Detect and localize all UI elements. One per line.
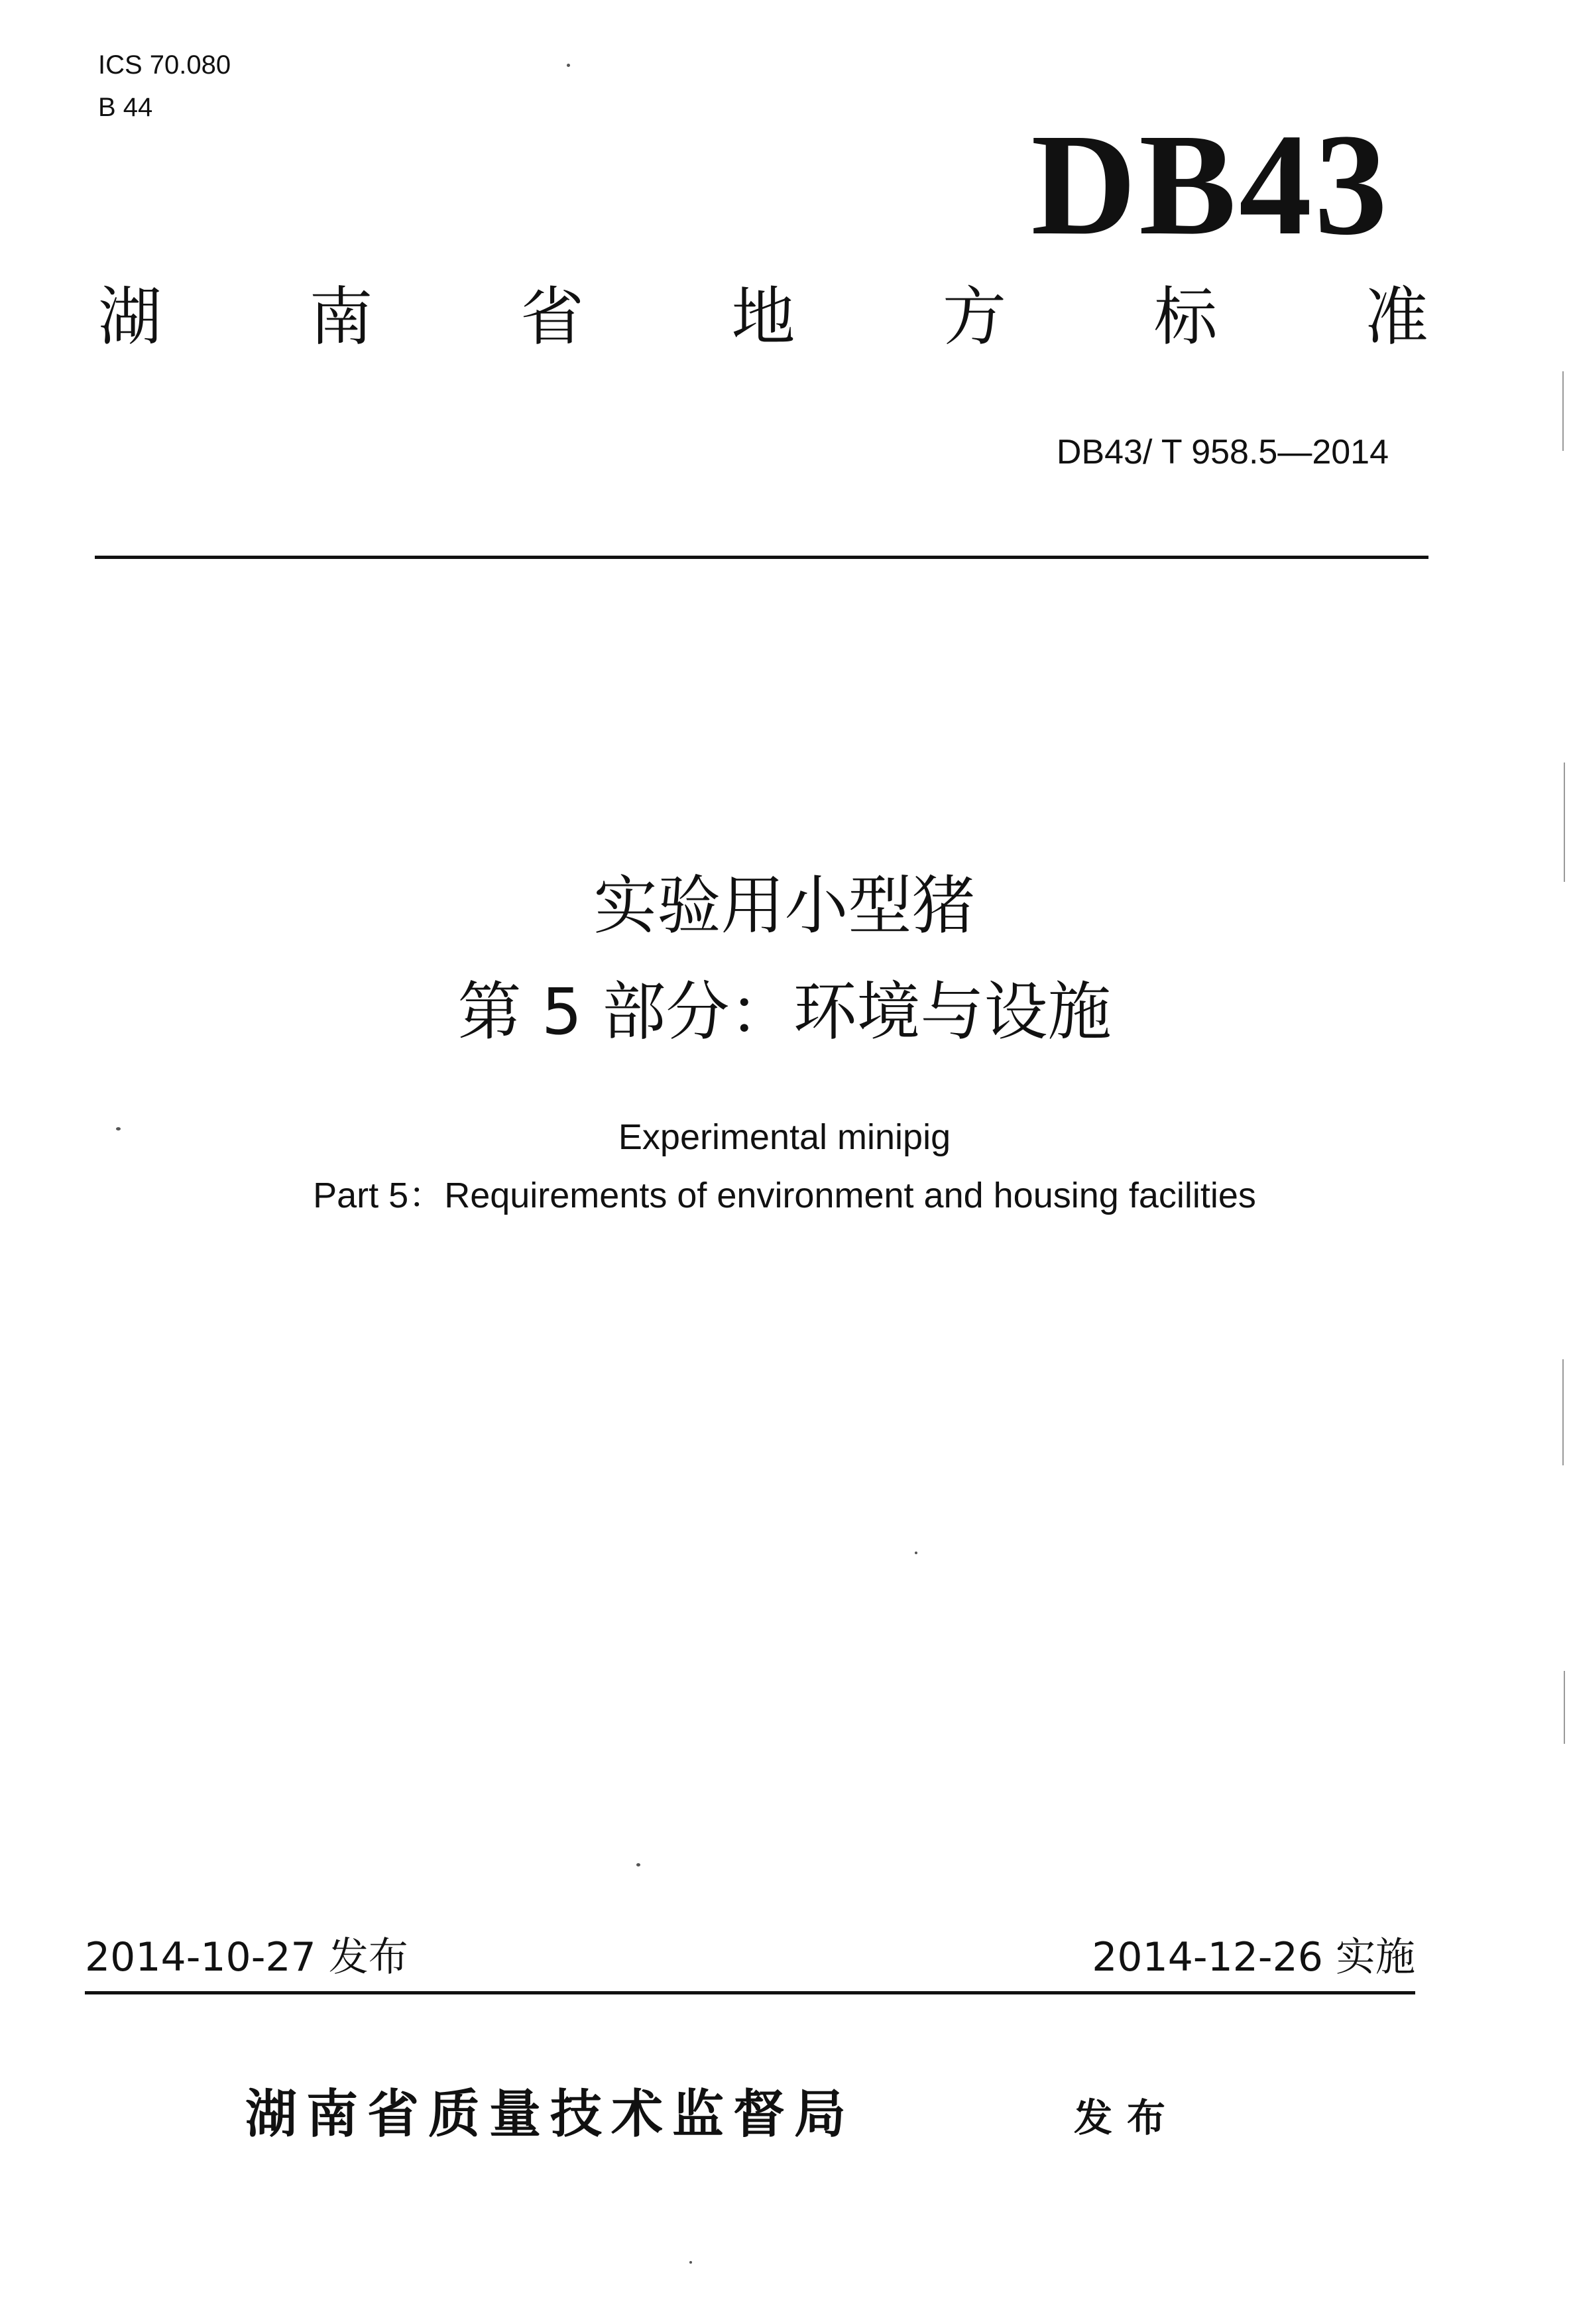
standard-type-heading [98, 280, 1428, 354]
standard-type-char: 省 [520, 280, 584, 354]
standard-type-char: 准 [1365, 280, 1428, 354]
scan-speck [116, 1127, 121, 1131]
publish-label: 发布 [1074, 2095, 1181, 2140]
standard-type-char: 地 [731, 280, 795, 354]
scan-speck [915, 1552, 917, 1554]
db-logo: DB43 [1031, 103, 1390, 265]
title-en-main: Experimental minipig [618, 1117, 951, 1157]
scan-edge-mark [1562, 1359, 1564, 1465]
issue-date: 2014-10-27 发布 [85, 1934, 408, 1981]
classification-code: B 44 [98, 93, 153, 122]
standard-type-char: 湖 [98, 280, 162, 354]
standard-number: DB43/ T 958.5—2014 [1056, 433, 1389, 471]
implementation-date: 2014-12-26 实施 [1092, 1934, 1415, 1981]
standard-type-char: 南 [309, 280, 373, 354]
title-en-part: Part 5：Requirements of environment and housing facilities [313, 1176, 1256, 1215]
standard-type-char: 标 [1153, 280, 1218, 354]
bottom-divider [85, 1991, 1415, 1994]
title-zh-main: 实验用小型猪 [593, 869, 976, 943]
top-divider [95, 556, 1428, 559]
ics-code: ICS 70.080 [98, 50, 231, 80]
title-zh-part: 第 5 部分：环境与设施 [457, 975, 1112, 1049]
scan-edge-mark [1562, 371, 1564, 451]
scan-speck [689, 2261, 692, 2264]
standard-type-char: 方 [943, 280, 1006, 354]
publisher-name: 湖南省质量技术监督局 [245, 2085, 856, 2144]
scan-speck [567, 64, 570, 67]
scan-edge-mark [1564, 1671, 1565, 1744]
scan-edge-mark [1564, 763, 1565, 882]
scan-speck [636, 1863, 640, 1866]
